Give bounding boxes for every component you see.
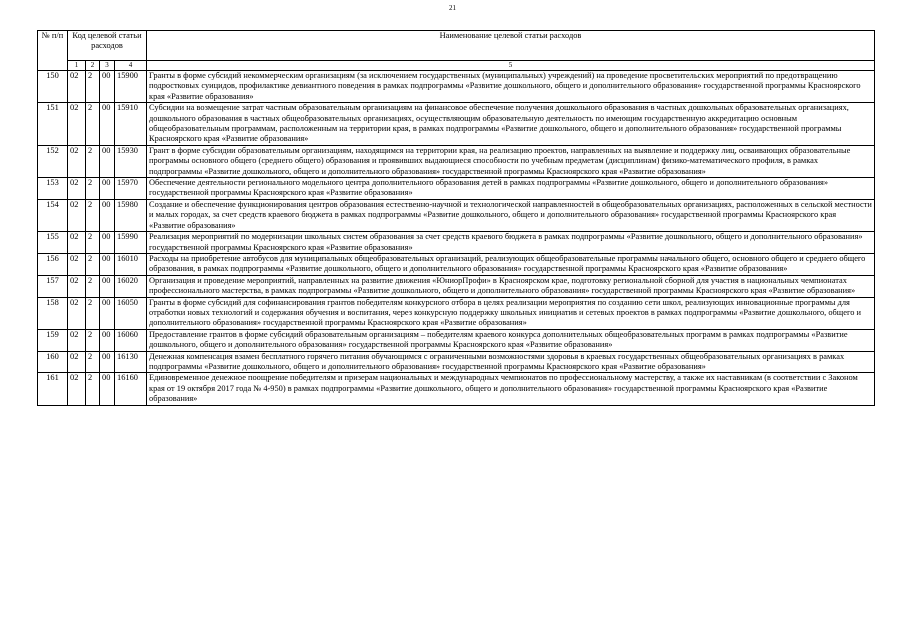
row-number: 159 — [38, 329, 68, 351]
code-part-1: 02 — [68, 329, 86, 351]
code-subcolumn-4: 4 — [115, 61, 147, 71]
code-part-2: 2 — [86, 373, 100, 405]
code-part-3: 00 — [100, 351, 115, 373]
code-part-4: 16050 — [115, 297, 147, 329]
code-part-2: 2 — [86, 103, 100, 146]
name-column-number: 5 — [147, 61, 875, 71]
code-part-1: 02 — [68, 351, 86, 373]
code-part-1: 02 — [68, 297, 86, 329]
code-part-1: 02 — [68, 373, 86, 405]
code-part-3: 00 — [100, 178, 115, 200]
code-part-2: 2 — [86, 253, 100, 275]
code-part-2: 2 — [86, 232, 100, 254]
code-part-1: 02 — [68, 275, 86, 297]
code-part-3: 00 — [100, 297, 115, 329]
number-column-header: № п/п — [38, 31, 68, 71]
code-part-2: 2 — [86, 199, 100, 231]
code-part-1: 02 — [68, 145, 86, 177]
code-part-3: 00 — [100, 71, 115, 103]
row-number: 150 — [38, 71, 68, 103]
table-row — [38, 145, 875, 177]
expense-item-name: Обеспечение деятельности регионального модельного центра дополнительного образования детей в рамках подпрограммы «Развитие дошкольного, общего и дополнительного образования» государственной программы Красноярского края «Развитие образования» — [147, 178, 875, 200]
code-part-2: 2 — [86, 329, 100, 351]
code-part-4: 16160 — [115, 373, 147, 405]
expense-item-name: Создание и обеспечение функционирования центров образования естественно-научной и технологической направленностей в общеобразовательных организациях, расположенных в сельской местности и малых городах, за счет средств краевого бюджета в рамках подпрограммы «Развитие дошкольного, общего и дополнительного образования» государственной программы Красноярского края «Развитие образования» — [147, 199, 875, 231]
row-number: 161 — [38, 373, 68, 405]
name-column-header: Наименование целевой статьи расходов — [147, 31, 875, 61]
expense-item-name: Предоставление грантов в форме субсидий образовательным организациям – победителям краевого конкурса дополнительных общеобразовательных программ в рамках подпрограммы «Развитие дошкольного, общего и дополнительного образования» государственной программы Красноярского края «Развитие образования» — [147, 329, 875, 351]
row-number: 151 — [38, 103, 68, 146]
table-row — [38, 232, 875, 254]
code-part-3: 00 — [100, 329, 115, 351]
expense-item-name: Субсидии на возмещение затрат частным образовательным организациям на финансовое обеспечение получения дошкольного образования в частных дошкольных образовательных организациях, дошкольного образования в частных общеобразовательных организациях, осуществляющим образовательную деятельность по имеющим государственную аккредитацию основным общеобразовательным программам, расположенным на территории края, в рамках подпрограммы «Развитие дошкольного, общего и дополнительного образования» государственной программы Красноярского края «Развитие образования» — [147, 103, 875, 146]
code-part-3: 00 — [100, 145, 115, 177]
expense-item-name: Гранты в форме субсидий некоммерческим организациям (за исключением государственных (муниципальных) учреждений) на проведение просветительских мероприятий по предотвращению подростковых суицидов, профилактике девиантного поведения в рамках подпрограммы «Развитие дошкольного, общего и дополнительного образования» государственной программы Красноярского края «Развитие образования» — [147, 71, 875, 103]
code-part-3: 00 — [100, 275, 115, 297]
row-number: 153 — [38, 178, 68, 200]
code-subcolumn-3: 3 — [100, 61, 115, 71]
code-part-2: 2 — [86, 145, 100, 177]
code-subcolumn-2: 2 — [86, 61, 100, 71]
code-part-1: 02 — [68, 253, 86, 275]
code-part-1: 02 — [68, 178, 86, 200]
code-part-4: 15910 — [115, 103, 147, 146]
code-column-header: Код целевой статьи расходов — [68, 31, 147, 61]
expense-item-name: Организация и проведение мероприятий, направленных на развитие движения «ЮниорПрофи» в Красноярском крае, подготовку региональной сборной для участия в национальных чемпионатах профессионального мастерства, в рамках подпрограммы «Развитие дошкольного, общего и дополнительного образования» государственной программы Красноярского края «Развитие образования» — [147, 275, 875, 297]
code-part-1: 02 — [68, 232, 86, 254]
table-row — [38, 373, 875, 405]
budget-code-table — [37, 30, 875, 406]
code-part-1: 02 — [68, 199, 86, 231]
table-row — [38, 253, 875, 275]
table-row — [38, 297, 875, 329]
code-part-3: 00 — [100, 253, 115, 275]
expense-item-name: Денежная компенсация взамен бесплатного горячего питания обучающимся с ограниченными возможностями здоровья в краевых государственных общеобразовательных организациях в рамках подпрограммы «Развитие дошкольного, общего и дополнительного образования» государственной программы Красноярского края «Развитие образования» — [147, 351, 875, 373]
code-part-2: 2 — [86, 275, 100, 297]
code-subcolumn-1: 1 — [68, 61, 86, 71]
table-row — [38, 351, 875, 373]
code-part-4: 16060 — [115, 329, 147, 351]
table-row — [38, 275, 875, 297]
code-part-1: 02 — [68, 103, 86, 146]
table-row — [38, 199, 875, 231]
code-part-2: 2 — [86, 178, 100, 200]
code-part-2: 2 — [86, 297, 100, 329]
code-part-4: 16020 — [115, 275, 147, 297]
expense-item-name: Реализация мероприятий по модернизации школьных систем образования за счет средств краевого бюджета в рамках подпрограммы «Развитие дошкольного, общего и дополнительного образования» государственной программы Красноярского края «Развитие образования» — [147, 232, 875, 254]
code-part-4: 16130 — [115, 351, 147, 373]
expense-item-name: Расходы на приобретение автобусов для муниципальных общеобразовательных организаций, реализующих общеобразовательные программы начального общего, основного общего и среднего общего образования, в рамках подпрограммы «Развитие дошкольного, общего и дополнительного образования» государственной программы Красноярского края «Развитие образования» — [147, 253, 875, 275]
table-header-row — [38, 31, 875, 61]
code-part-3: 00 — [100, 103, 115, 146]
expense-item-name: Гранты в форме субсидий для софинансирования грантов победителям конкурсного отбора в целях реализации мероприятия по созданию сети школ, реализующих инновационные программы для отработки новых технологий и содержания обучения и воспитания, через конкурсную поддержку школьных инициатив и сетевых проектов в рамках подпрограммы «Развитие дошкольного, общего и дополнительного образования» государственной программы Красноярского края «Развитие образования» — [147, 297, 875, 329]
table-row — [38, 329, 875, 351]
code-part-4: 15990 — [115, 232, 147, 254]
table-row — [38, 71, 875, 103]
code-part-4: 16010 — [115, 253, 147, 275]
code-part-3: 00 — [100, 373, 115, 405]
code-part-2: 2 — [86, 71, 100, 103]
row-number: 155 — [38, 232, 68, 254]
row-number: 160 — [38, 351, 68, 373]
code-part-4: 15980 — [115, 199, 147, 231]
code-part-3: 00 — [100, 199, 115, 231]
table-subheader-row — [38, 61, 875, 71]
table-row — [38, 178, 875, 200]
code-part-4: 15900 — [115, 71, 147, 103]
code-part-4: 15970 — [115, 178, 147, 200]
expense-item-name: Грант в форме субсидии образовательным организациям, находящимся на территории края, на реализацию проектов, направленных на выявление и поддержку лиц, осваивающих образовательные программы основного общего (среднего общего) образования и проявивших выдающиеся способности по учебным предметам (дисциплинам) физико-математического профиля, в рамках подпрограммы «Развитие дошкольного, общего и дополнительного образования» государственной программы Красноярского края «Развитие образования» — [147, 145, 875, 177]
code-part-1: 02 — [68, 71, 86, 103]
code-part-3: 00 — [100, 232, 115, 254]
table-body — [38, 71, 875, 406]
table-row — [38, 103, 875, 146]
code-part-4: 15930 — [115, 145, 147, 177]
expense-item-name: Единовременное денежное поощрение победителям и призерам национальных и международных чемпионатов по профессиональному мастерству, а также их наставникам (в соответствии с Законом края от 19 октября 2017 года № 4-950) в рамках подпрограммы «Развитие дошкольного, общего и дополнительного образования» государственной программы Красноярского края «Развитие образования» — [147, 373, 875, 405]
row-number: 156 — [38, 253, 68, 275]
row-number: 152 — [38, 145, 68, 177]
row-number: 158 — [38, 297, 68, 329]
code-part-2: 2 — [86, 351, 100, 373]
row-number: 157 — [38, 275, 68, 297]
page-number: 21 — [449, 4, 456, 12]
row-number: 154 — [38, 199, 68, 231]
